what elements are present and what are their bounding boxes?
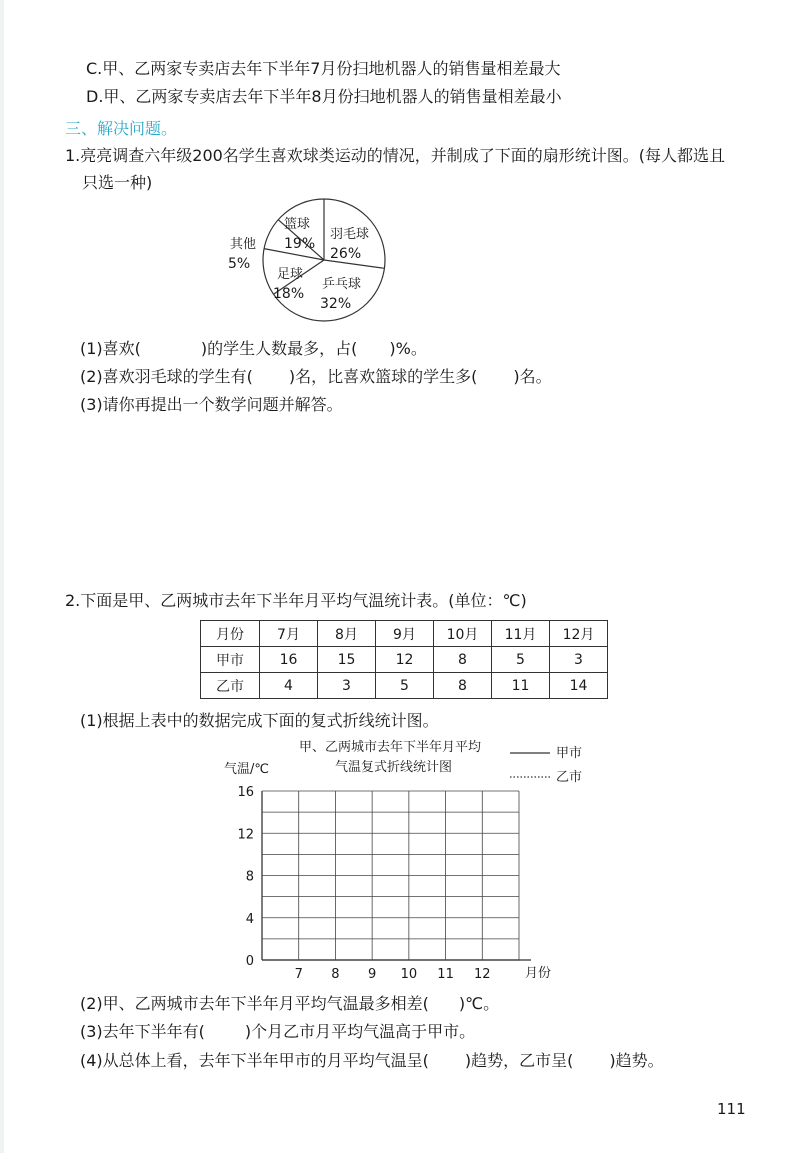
chart-y-ticks bbox=[237, 785, 254, 969]
pie-slice-basketball-label: 篮球 bbox=[284, 217, 311, 232]
q2-sub2-part-b: )℃。 bbox=[458, 994, 500, 1013]
pie-slice-badminton-label: 羽毛球 bbox=[330, 227, 370, 242]
legend-label-b: 乙市 bbox=[556, 770, 583, 785]
q1-sub1-part-b: )的学生人数最多，占( bbox=[200, 339, 358, 358]
chart-title-line1: 甲、乙两城市去年下半年月平均 bbox=[299, 740, 482, 755]
q1-sub1-part-a: (1)喜欢( bbox=[80, 339, 141, 358]
q1-sub2-part-b: )名，比喜欢篮球的学生多( bbox=[288, 367, 478, 386]
q2-sub4 bbox=[80, 1050, 664, 1072]
pie-slice-badminton-value: 26% bbox=[330, 246, 362, 262]
q2-stem: 2.下面是甲、乙两城市去年下半年月平均气温统计表。(单位：℃) bbox=[65, 591, 527, 610]
table-cell: 11月 bbox=[492, 621, 550, 647]
q1-sub2-part-c: )名。 bbox=[513, 367, 552, 386]
x-tick-label: 8 bbox=[331, 967, 340, 982]
section-title: 三、解决问题。 bbox=[65, 119, 178, 138]
q2-sub2-part-a: (2)甲、乙两城市去年下半年月平均气温最多相差( bbox=[80, 994, 429, 1013]
q1-sub1 bbox=[80, 338, 427, 360]
q2-sub2 bbox=[80, 993, 499, 1015]
table-cell: 4 bbox=[260, 673, 318, 699]
pie-chart bbox=[220, 198, 400, 328]
pie-slice-pingpong-value: 32% bbox=[320, 296, 352, 312]
temperature-table bbox=[200, 620, 608, 699]
table-cell: 3 bbox=[318, 673, 376, 699]
x-tick-label: 10 bbox=[400, 967, 418, 982]
option-c: C.甲、乙两家专卖店去年下半年7月份扫地机器人的销售量相差最大 bbox=[86, 59, 561, 78]
pie-slice-pingpong-label: 乒乓球 bbox=[322, 277, 362, 292]
q1-sub2 bbox=[80, 366, 552, 388]
chart-ylabel: 气温/℃ bbox=[224, 762, 269, 777]
table-cell: 10月 bbox=[434, 621, 492, 647]
table-cell: 16 bbox=[260, 647, 318, 673]
line-chart bbox=[210, 735, 610, 985]
page-edge bbox=[0, 0, 4, 1153]
page-number: 111 bbox=[717, 1100, 746, 1118]
q2-sub1: (1)根据上表中的数据完成下面的复式折线统计图。 bbox=[80, 711, 439, 730]
q2-sub4-part-c: )趋势。 bbox=[609, 1051, 664, 1070]
x-tick-label: 12 bbox=[474, 967, 491, 982]
q1-stem-line2: 只选一种) bbox=[82, 173, 153, 192]
table-cell: 8月 bbox=[318, 621, 376, 647]
chart-x-ticks bbox=[295, 967, 491, 982]
q2-sub3-part-a: (3)去年下半年有( bbox=[80, 1022, 205, 1041]
table-cell: 14 bbox=[550, 673, 608, 699]
chart-title-line2: 气温复式折线统计图 bbox=[335, 760, 453, 775]
table-cell: 9月 bbox=[376, 621, 434, 647]
chart-grid bbox=[262, 791, 531, 960]
table-cell: 5 bbox=[376, 673, 434, 699]
q2-sub3-part-b: )个月乙市月平均气温高于甲市。 bbox=[244, 1022, 476, 1041]
table-cell: 甲市 bbox=[201, 647, 260, 673]
table-row bbox=[201, 673, 608, 699]
x-tick-label: 9 bbox=[368, 967, 377, 982]
table-cell: 3 bbox=[550, 647, 608, 673]
pie-slice-football-value: 18% bbox=[273, 286, 305, 302]
pie-slice-other-value: 5% bbox=[228, 256, 251, 272]
legend-label-a: 甲市 bbox=[556, 746, 583, 761]
q2-sub4-part-a: (4)从总体上看，去年下半年甲市的月平均气温呈( bbox=[80, 1051, 429, 1070]
table-row bbox=[201, 647, 608, 673]
option-d: D.甲、乙两家专卖店去年下半年8月份扫地机器人的销售量相差最小 bbox=[86, 87, 562, 106]
q2-sub4-part-b: )趋势，乙市呈( bbox=[464, 1051, 574, 1070]
y-tick-label: 4 bbox=[245, 911, 254, 927]
table-cell: 8 bbox=[434, 647, 492, 673]
chart-xlabel: 月份 bbox=[525, 966, 552, 981]
table-cell: 7月 bbox=[260, 621, 318, 647]
pie-slice-other-label: 其他 bbox=[230, 237, 257, 252]
pie-slice-basketball-value: 19% bbox=[284, 236, 316, 252]
table-cell: 8 bbox=[434, 673, 492, 699]
q2-sub3 bbox=[80, 1021, 475, 1043]
table-cell: 11 bbox=[492, 673, 550, 699]
y-tick-label: 12 bbox=[237, 827, 254, 843]
table-header-row bbox=[201, 621, 608, 647]
x-tick-label: 7 bbox=[294, 967, 303, 982]
q1-stem-line1: 1.亮亮调查六年级200名学生喜欢球类运动的情况，并制成了下面的扇形统计图。(每人都选且 bbox=[65, 146, 726, 165]
table-cell: 5 bbox=[492, 647, 550, 673]
table-cell: 乙市 bbox=[201, 673, 260, 699]
table-cell: 月份 bbox=[201, 621, 260, 647]
table-cell: 12月 bbox=[550, 621, 608, 647]
table-cell: 15 bbox=[318, 647, 376, 673]
x-tick-label: 11 bbox=[437, 967, 454, 982]
pie-slice-football-label: 足球 bbox=[277, 267, 304, 282]
y-tick-label: 0 bbox=[245, 954, 254, 969]
q1-sub1-part-c: )%。 bbox=[389, 339, 427, 358]
q1-sub3: (3)请你再提出一个数学问题并解答。 bbox=[80, 395, 343, 414]
table-cell: 12 bbox=[376, 647, 434, 673]
y-tick-label: 16 bbox=[237, 785, 254, 800]
q1-sub2-part-a: (2)喜欢羽毛球的学生有( bbox=[80, 367, 253, 386]
y-tick-label: 8 bbox=[245, 869, 254, 885]
